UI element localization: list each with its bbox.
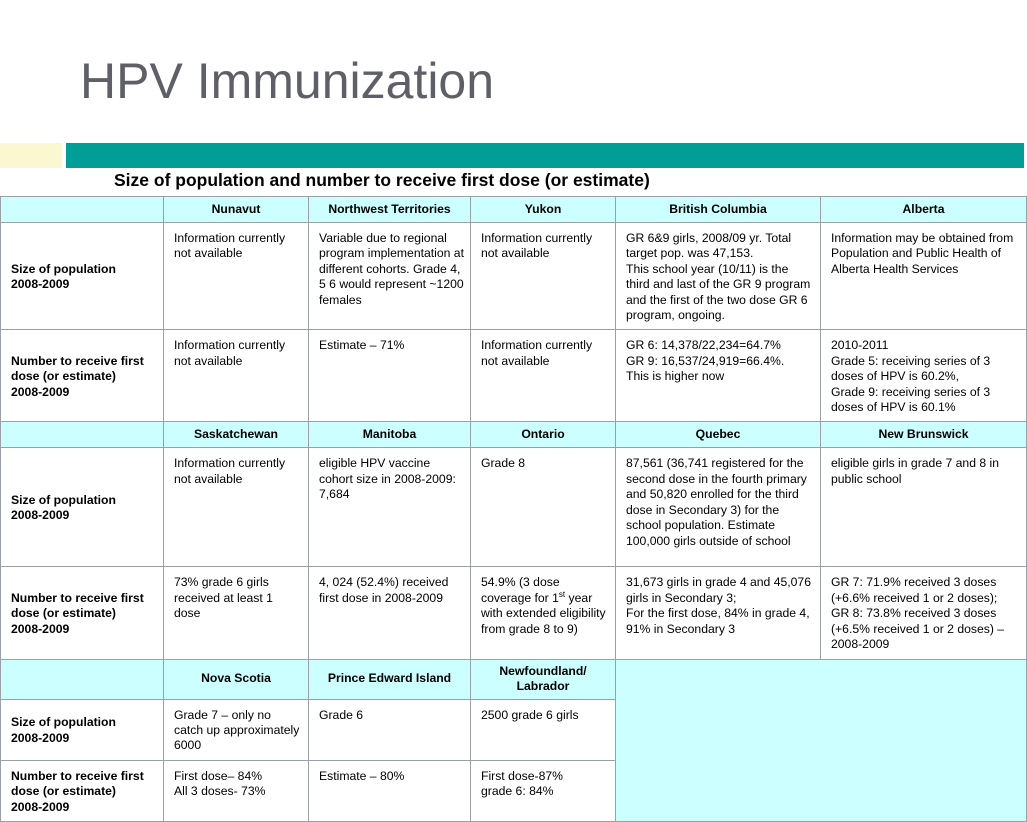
cell-alberta-dose: 2010-2011 Grade 5: receiving series of 3 doses of HPV is 60.2%, Grade 9: receiving series of 3 doses of HPV is 60.1% <box>821 330 1027 422</box>
header-quebec: Quebec <box>616 422 821 448</box>
header-row <box>1 659 1027 699</box>
cell-pei-size: Grade 6 <box>309 699 471 760</box>
table-row <box>1 567 1027 659</box>
header-manitoba: Manitoba <box>309 422 471 448</box>
header-northwest-territories: Northwest Territories <box>309 197 471 223</box>
cell-quebec-size: 87,561 (36,741 registered for the second dose in the fourth primary and 50,820 enrolled for the third dose in Secondary 3) for the school population. Estimate 100,000 girls outside of school <box>616 448 821 567</box>
hpv-table <box>0 196 1027 822</box>
header-new-brunswick: New Brunswick <box>821 422 1027 448</box>
row-label-dose: Number to receive first dose (or estimate) 2008-2009 <box>1 760 164 821</box>
cell-ontario-dose: 54.9% (3 dose coverage for 1st year with extended eligibility from grade 8 to 9) <box>471 567 616 659</box>
cell-new-brunswick-size: eligible girls in grade 7 and 8 in public school <box>821 448 1027 567</box>
table-subtitle: Size of population and number to receive first dose (or estimate) <box>114 170 650 190</box>
cell-yukon-size: Information currently not available <box>471 223 616 330</box>
row-label-dose: Number to receive first dose (or estimate) 2008-2009 <box>1 567 164 659</box>
table-row <box>1 448 1027 567</box>
cell-nwt-size: Variable due to regional program implementation at different cohorts. Grade 4, 5 6 would represent ~1200 females <box>309 223 471 330</box>
row-label-size: Size of population 2008-2009 <box>1 223 164 330</box>
header-ontario: Ontario <box>471 422 616 448</box>
header-alberta: Alberta <box>821 197 1027 223</box>
cell-bc-dose: GR 6: 14,378/22,234=64.7% GR 9: 16,537/24,919=66.4%. This is higher now <box>616 330 821 422</box>
table-container <box>0 196 1024 814</box>
cell-bc-size: GR 6&9 girls, 2008/09 yr. Total target pop. was 47,153. This school year (10/11) is the third and last of the GR 9 program and the first of the two dose GR 6 program, ongoing. <box>616 223 821 330</box>
cell-saskatchewan-size: Information currently not available <box>164 448 309 567</box>
header-saskatchewan: Saskatchewan <box>164 422 309 448</box>
cell-quebec-dose: 31,673 girls in grade 4 and 45,076 girls in Secondary 3; For the first dose, 84% in grade 4, 91% in Secondary 3 <box>616 567 821 659</box>
empty-area <box>616 659 1027 821</box>
header-pei: Prince Edward Island <box>309 659 471 699</box>
header-corner <box>1 197 164 223</box>
header-row <box>1 422 1027 448</box>
header-nunavut: Nunavut <box>164 197 309 223</box>
table-row <box>1 223 1027 330</box>
table-row <box>1 330 1027 422</box>
cell-nunavut-size: Information currently not available <box>164 223 309 330</box>
accent-bar-yellow <box>0 143 62 168</box>
cell-manitoba-dose: 4, 024 (52.4%) received first dose in 2008-2009 <box>309 567 471 659</box>
cell-nl-size: 2500 grade 6 girls <box>471 699 616 760</box>
cell-nl-dose: First dose-87% grade 6: 84% <box>471 760 616 821</box>
slide-title: HPV Immunization <box>80 53 495 109</box>
cell-saskatchewan-dose: 73% grade 6 girls received at least 1 dose <box>164 567 309 659</box>
cell-new-brunswick-dose: GR 7: 71.9% received 3 doses (+6.6% received 1 or 2 doses); GR 8: 73.8% received 3 doses (+6.5% received 1 or 2 doses) – 2008-2009 <box>821 567 1027 659</box>
header-yukon: Yukon <box>471 197 616 223</box>
cell-alberta-size: Information may be obtained from Population and Public Health of Alberta Health Services <box>821 223 1027 330</box>
row-label-size: Size of population 2008-2009 <box>1 699 164 760</box>
header-british-columbia: British Columbia <box>616 197 821 223</box>
cell-ontario-size: Grade 8 <box>471 448 616 567</box>
row-label-dose: Number to receive first dose (or estimate) 2008-2009 <box>1 330 164 422</box>
header-nova-scotia: Nova Scotia <box>164 659 309 699</box>
cell-nwt-dose: Estimate – 71% <box>309 330 471 422</box>
header-newfoundland-labrador: Newfoundland/ Labrador <box>471 659 616 699</box>
cell-yukon-dose: Information currently not available <box>471 330 616 422</box>
header-corner <box>1 422 164 448</box>
row-label-size: Size of population 2008-2009 <box>1 448 164 567</box>
cell-nova-scotia-dose: First dose– 84% All 3 doses- 73% <box>164 760 309 821</box>
header-corner <box>1 659 164 699</box>
accent-bar-teal <box>66 143 1024 168</box>
cell-pei-dose: Estimate – 80% <box>309 760 471 821</box>
cell-nunavut-dose: Information currently not available <box>164 330 309 422</box>
cell-nova-scotia-size: Grade 7 – only no catch up approximately 6000 <box>164 699 309 760</box>
header-row <box>1 197 1027 223</box>
cell-manitoba-size: eligible HPV vaccine cohort size in 2008-2009: 7,684 <box>309 448 471 567</box>
